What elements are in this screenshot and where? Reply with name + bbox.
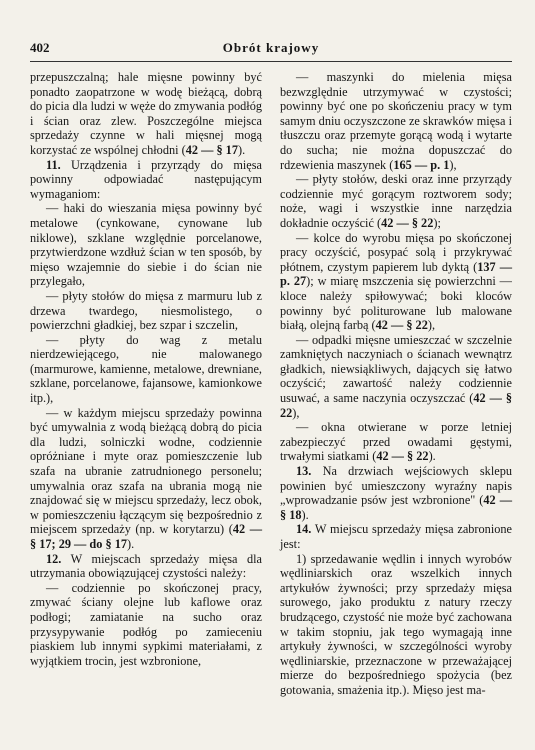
paragraph: 1) sprzedawanie wędlin i innych wyrobów wędliniarskich oraz wszelkich innych artykułów żywności; przy sprzedaży mięsa surowego, jako produktu z natury rzeczy brudzącego, czystość nie może być zachowana w takim stopniu, jak tego wymagają inne artykuły żywności, w szczególności wyroby wędliniarskie, przeznaczone w przeważającej mierze do bezpośredniego spożycia (bez gotowania, smażenia itp.). Mięso jest ma- [280,551,512,697]
paragraph: — płyty do wag z metalu nierdzewiejącego, nie malowanego (marmurowe, kamienne, metalowe, drewniane, szklane, porcelanowe, fajansowe, kamionkowe itp.), [30,332,262,406]
paragraph: — kolce do wyrobu mięsa po skończonej pracy oczyścić, posypać solą i przykrywać płótnem, czystym papierem lub dyktą (137 — p. 27); w miarę mszczenia się powierzchni — kloce należy spiłowywać; boki kloców powinny być politurowane lub malowane białą, olejną farbą (42 — § 22), [280,230,512,333]
paragraph: — okna otwierane w porze letniej zabezpieczyć przed owadami gęstymi, trwałymi siatkami (42 — § 22). [280,420,512,464]
header-rule [30,61,512,62]
page-number: 402 [30,40,50,55]
paragraph: — maszynki do mielenia mięsa bezwzględnie utrzymywać w czystości; powinny być one po skończeniu pracy w tym samym dniu oczyszczone ze skrawków mięsa i tłuszczu oraz przemyte gorącą wodą i wytarte do sucha; nie można dopuszczać do rdzewienia maszynek (165 — p. 1), [280,70,512,172]
paragraph: 14. W miejscu sprzedaży mięsa zabronione jest: [280,522,512,551]
paragraph: — codziennie po skończonej pracy, zmywać ściany olejne lub kaflowe oraz podłogi; zamiatanie na sucho oraz przysypywanie podłóg po zamieceniu piaskiem lub innymi sypkimi materiałami, z wyjątkiem trocin, jest wzbronione, [30,580,262,668]
paragraph: — w każdym miejscu sprzedaży powinna być umywalnia z wodą bieżącą dobrą do picia dla ludzi, solniczki wodne, codziennie opróżniane i myte oraz pomieszczenie lub szafa na ubranie zatrudnionego personelu; umywalnia oraz szafa na ubrania mogą nie znajdować się w miejscu sprzedaży, lecz obok, w pomieszczeniu łączącym się bezpośrednio z miejscem sprzedaży (np. w korytarzu) (42 — § 17; 29 — do § 17). [30,405,262,551]
paragraph: 11. Urządzenia i przyrządy do mięsa powinny odpowiadać następującym wymaganiom: [30,157,262,201]
paragraph: — płyty stołów do mięsa z marmuru lub z drzewa twardego, niesmolistego, o powierzchni gładkiej, bez szpar i szczelin, [30,288,262,333]
paragraph: — odpadki mięsne umieszczać w szczelnie zamkniętych naczyniach o ścianach wewnątrz gładkich, niewsiąkliwych, dających się łatwo oczyścić; zawartość należy codziennie usuwać, a same naczynia oczyszczać (42 — § 22), [280,332,513,420]
paragraph: 13. Na drzwiach wejściowych sklepu powinien być umieszczony wyraźny napis „wprowadzanie psów jest wzbronione" (42 — § 18). [280,464,513,522]
page-header [30,40,512,60]
paragraph: — płyty stołów, deski oraz inne przyrządy codziennie myć gorącym roztworem sody; noże, wagi i wszystkie inne narzędzia dokładnie oczyścić (42 — § 22); [280,172,512,230]
running-title: Obrót krajowy [222,40,320,55]
paragraph: przepuszczalną; hale mięsne powinny być ponadto zaopatrzone w wodę bieżącą, dobrą do picia dla ludzi w węże do zmywania podłóg i ścian oraz zlew. Poszczególne miejsca sprzedaży czynne w hali mięsnej mogą korzystać ze wspólnej chłodni (42 — § 17). [30,70,262,157]
right-column [280,70,512,698]
paragraph: — haki do wieszania mięsa powinny być metalowe (cynkowane, cynowane lub niklowe), szklane względnie porcelanowe, przytwierdzone wzdłuż ścian w ten sposób, by mięso wzajemnie do siebie i do ścian nie przylegało, [30,201,262,289]
left-column [30,70,262,668]
paragraph: 12. W miejscach sprzedaży mięsa dla utrzymania obowiązującej czystości należy: [30,551,262,581]
